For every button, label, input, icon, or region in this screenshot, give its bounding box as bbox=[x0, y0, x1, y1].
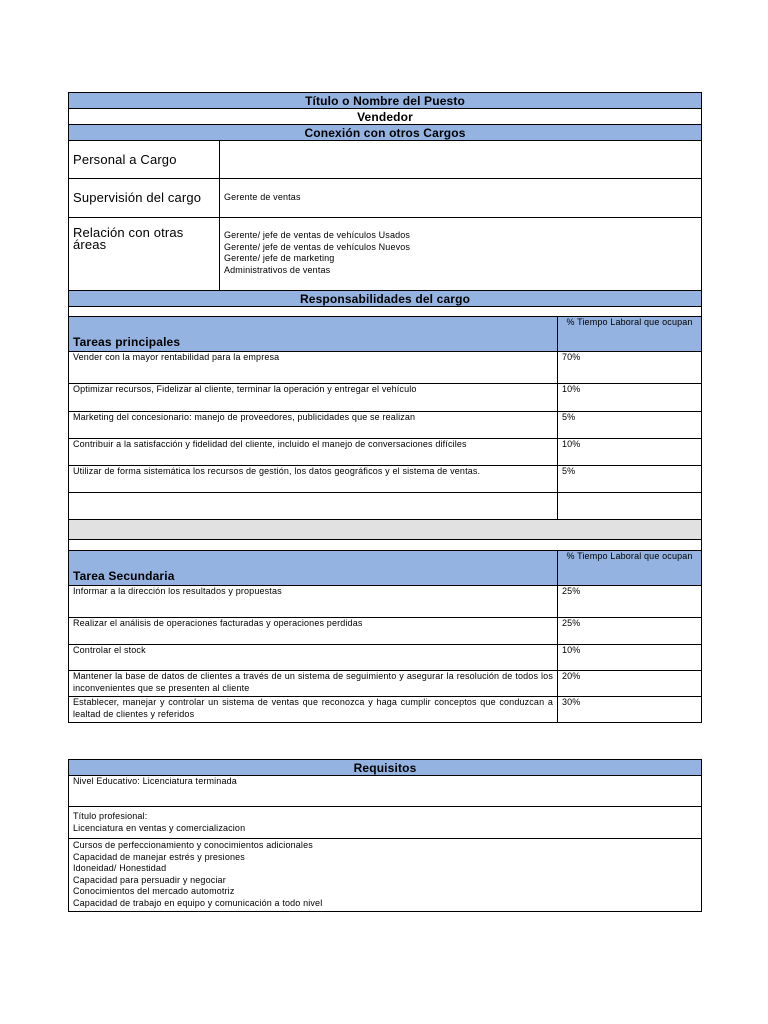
secondary-task-pct: 20% bbox=[558, 671, 702, 697]
professional-title-value: Licenciatura en ventas y comercializacion bbox=[73, 822, 246, 833]
secondary-task-pct: 30% bbox=[558, 697, 702, 723]
skills-list bbox=[69, 839, 702, 912]
professional-title-label: Título profesional: bbox=[73, 811, 148, 821]
education-requirement: Nivel Educativo: Licenciatura terminada bbox=[69, 776, 702, 807]
job-title: Vendedor bbox=[69, 109, 702, 125]
supervision-value: Gerente de ventas bbox=[220, 179, 702, 218]
spacer-row bbox=[69, 540, 702, 551]
empty-task-pct bbox=[558, 493, 702, 520]
secondary-task: Establecer, manejar y controlar un sistema de ventas que reconozca y haga cumplir conceptos que conduzcan a lealtad de clientes y referidos bbox=[69, 697, 558, 723]
spacer-row bbox=[69, 307, 702, 317]
secondary-pct-header: % Tiempo Laboral que ocupan bbox=[558, 551, 702, 586]
skill-item: Capacidad de manejar estrés y presiones bbox=[73, 851, 245, 862]
secondary-tasks-label: Tarea Secundaria bbox=[69, 551, 558, 586]
secondary-task: Realizar el análisis de operaciones facturadas y operaciones perdidas bbox=[69, 618, 558, 645]
connections-header: Conexión con otros Cargos bbox=[69, 125, 702, 141]
main-task: Marketing del concesionario: manejo de proveedores, publicidades que se realizan bbox=[69, 412, 558, 439]
main-pct-header: % Tiempo Laboral que ocupan bbox=[558, 317, 702, 352]
main-task: Vender con la mayor rentabilidad para la empresa bbox=[69, 352, 558, 384]
secondary-task-pct: 10% bbox=[558, 645, 702, 671]
relation-item: Gerente/ jefe de marketing bbox=[224, 253, 335, 263]
requirements-table bbox=[68, 759, 702, 912]
main-task: Optimizar recursos, Fidelizar al cliente, terminar la operación y entregar el vehículo bbox=[69, 384, 558, 412]
supervision-label: Supervisión del cargo bbox=[69, 179, 220, 218]
relation-label: Relación con otras áreas bbox=[69, 218, 220, 291]
responsibilities-header: Responsabilidades del cargo bbox=[69, 291, 702, 307]
job-profile-table bbox=[68, 92, 702, 723]
skill-item: Capacidad de trabajo en equipo y comunicación a todo nivel bbox=[73, 897, 323, 908]
professional-title bbox=[69, 807, 702, 839]
requirements-header: Requisitos bbox=[69, 760, 702, 776]
personal-label: Personal a Cargo bbox=[69, 141, 220, 179]
secondary-task-pct: 25% bbox=[558, 586, 702, 618]
personal-value bbox=[220, 141, 702, 179]
main-tasks-label: Tareas principales bbox=[69, 317, 558, 352]
secondary-task: Mantener la base de datos de clientes a través de un sistema de seguimiento y asegurar la resolución de todos los inconvenientes que se presenten al cliente bbox=[69, 671, 558, 697]
secondary-task: Controlar el stock bbox=[69, 645, 558, 671]
empty-task bbox=[69, 493, 558, 520]
skill-item: Cursos de perfeccionamiento y conocimientos adicionales bbox=[73, 840, 313, 850]
grey-separator bbox=[69, 520, 702, 540]
main-task-pct: 5% bbox=[558, 412, 702, 439]
relation-item: Administrativos de ventas bbox=[224, 264, 331, 275]
relation-item: Gerente/ jefe de ventas de vehículos Usados bbox=[224, 230, 411, 240]
main-task-pct: 70% bbox=[558, 352, 702, 384]
skill-item: Idoneidad/ Honestidad bbox=[73, 863, 167, 873]
secondary-task: Informar a la dirección los resultados y propuestas bbox=[69, 586, 558, 618]
main-task-pct: 5% bbox=[558, 466, 702, 493]
main-task-pct: 10% bbox=[558, 439, 702, 466]
relation-values bbox=[220, 218, 702, 291]
skill-item: Conocimientos del mercado automotriz bbox=[73, 886, 235, 896]
main-task: Utilizar de forma sistemática los recursos de gestión, los datos geográficos y el sistema de ventas. bbox=[69, 466, 558, 493]
relation-item: Gerente/ jefe de ventas de vehículos Nuevos bbox=[224, 241, 411, 252]
main-task-pct: 10% bbox=[558, 384, 702, 412]
skill-item: Capacidad para persuadir y negociar bbox=[73, 874, 226, 885]
title-header: Título o Nombre del Puesto bbox=[69, 93, 702, 109]
secondary-task-pct: 25% bbox=[558, 618, 702, 645]
main-task: Contribuir a la satisfacción y fidelidad del cliente, incluido el manejo de conversaciones difíciles bbox=[69, 439, 558, 466]
